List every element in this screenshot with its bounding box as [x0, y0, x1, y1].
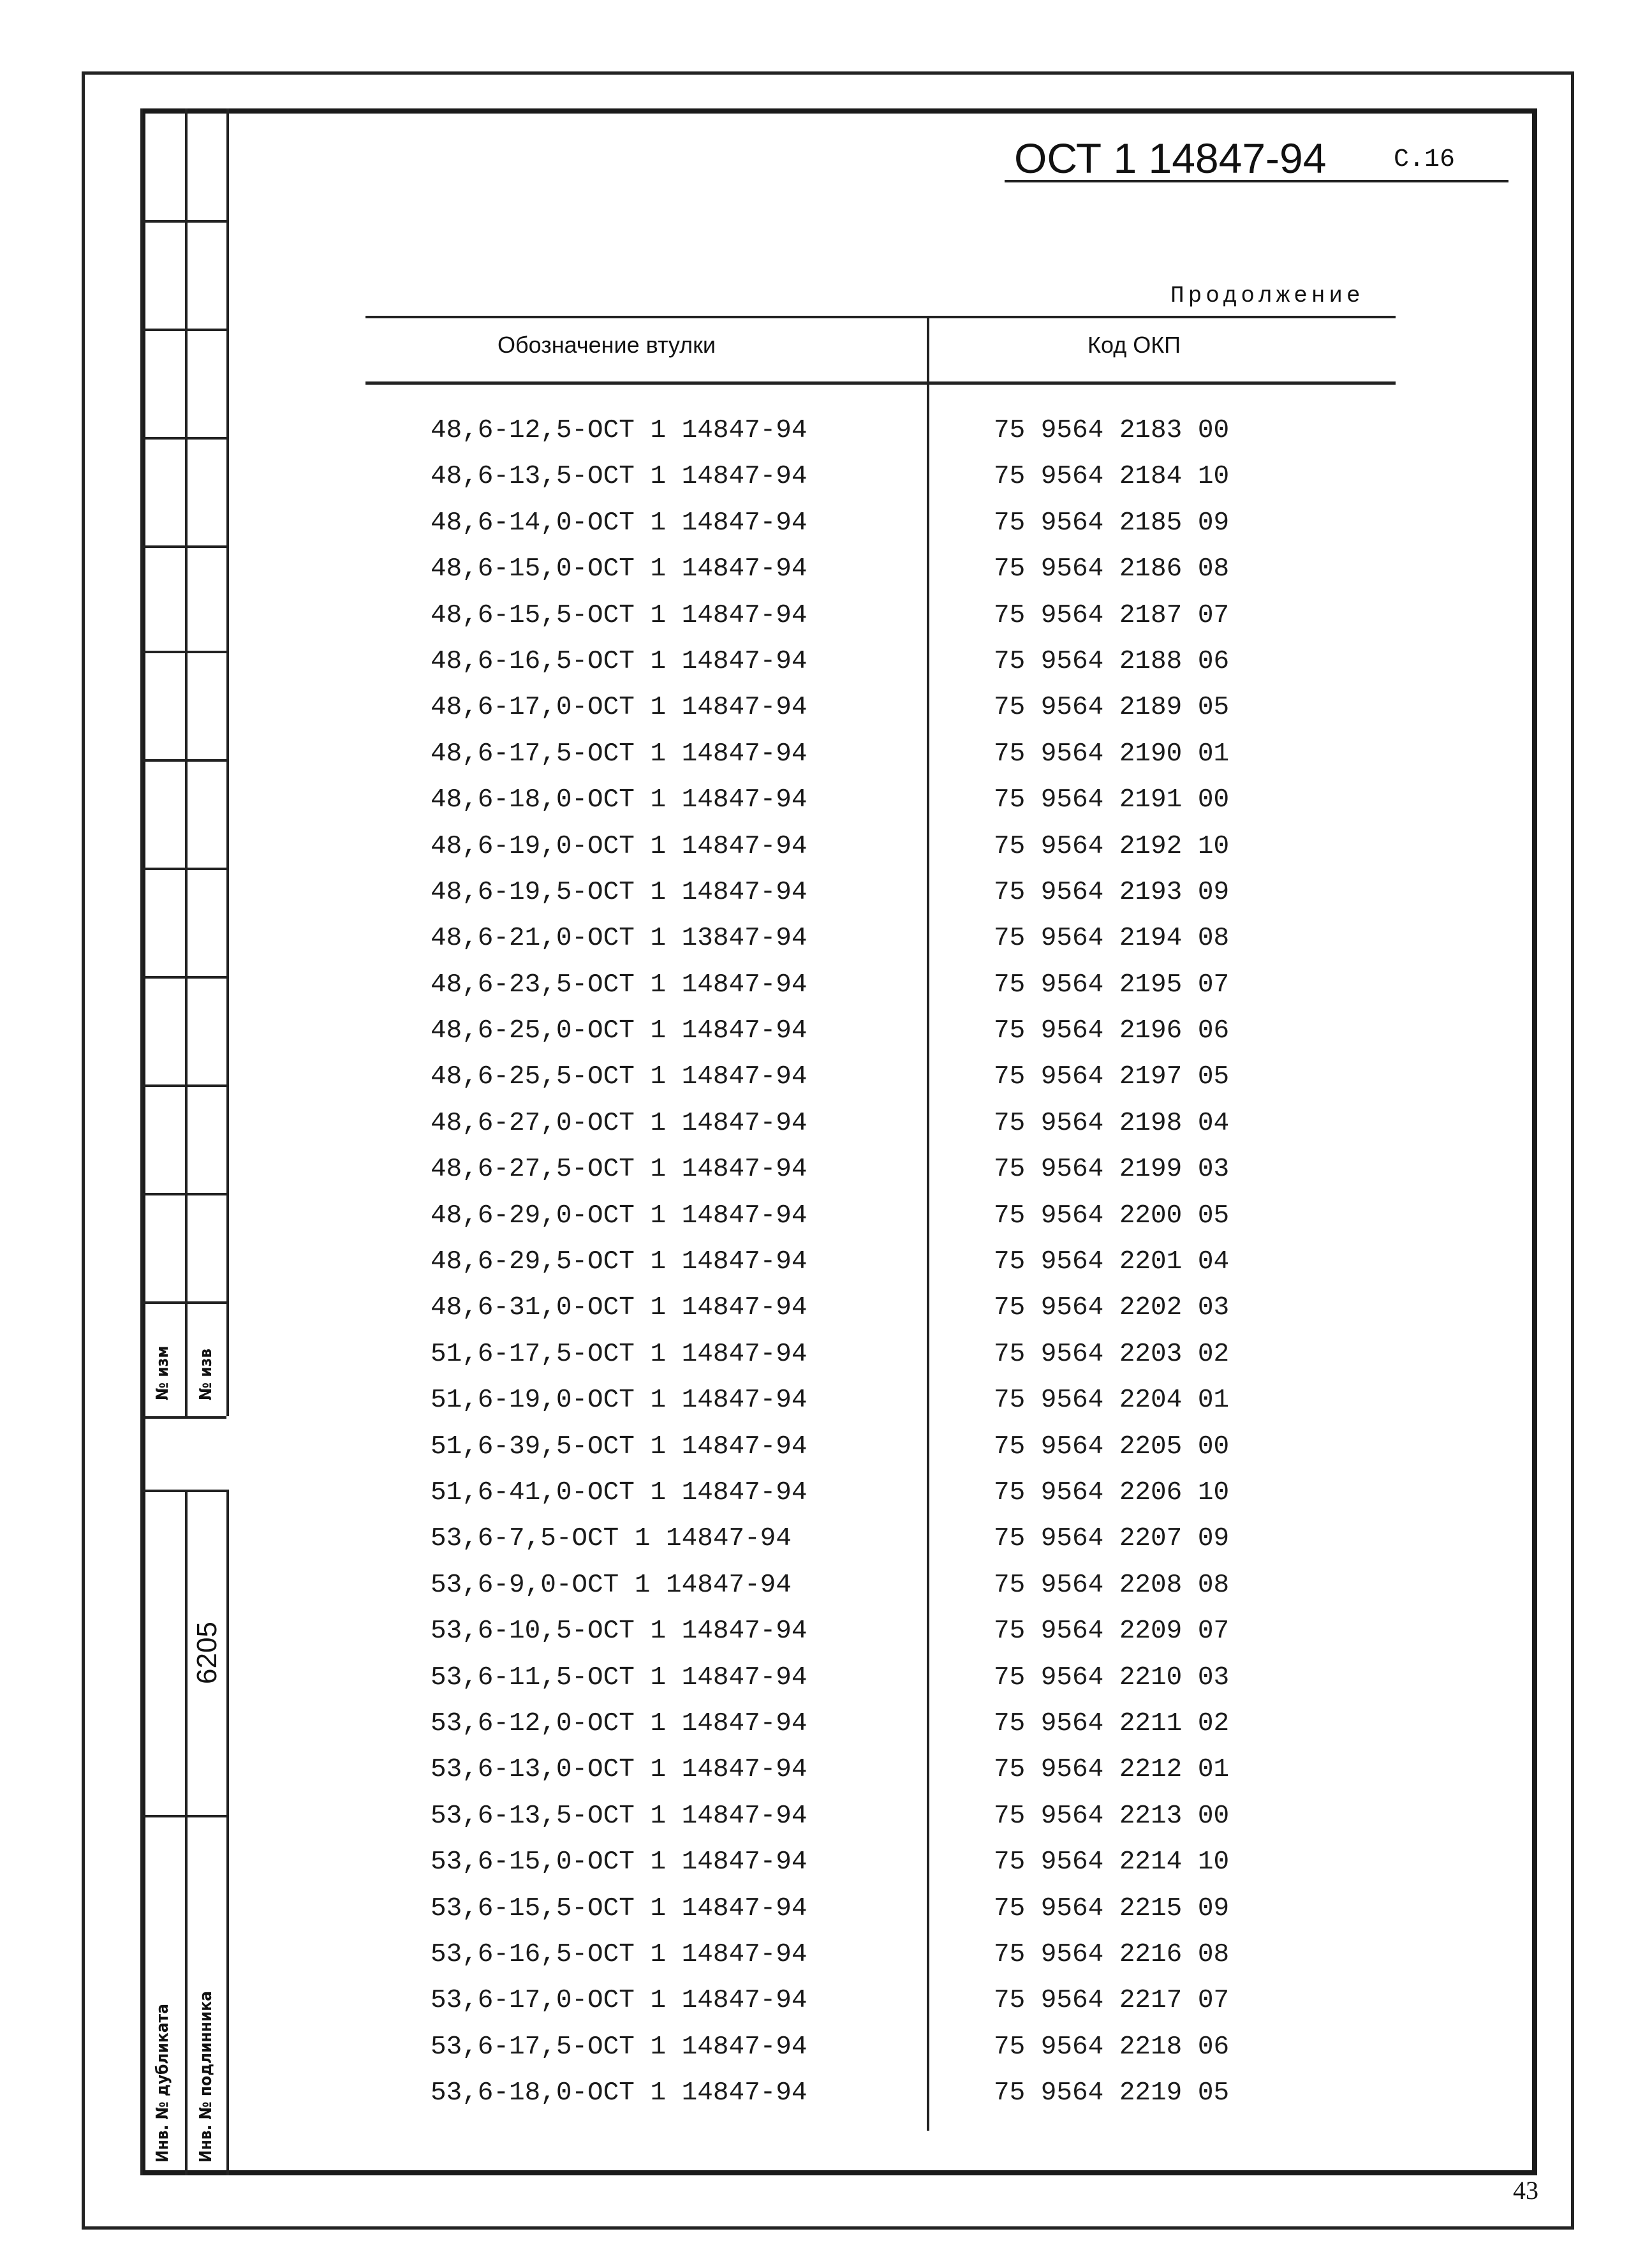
- bushing-designation: 48,6-29,0-ОСТ 1 14847-94: [431, 1201, 808, 1231]
- table-row: [0, 878, 1652, 924]
- bushing-designation: 53,6-17,5-ОСТ 1 14847-94: [431, 2032, 808, 2062]
- table-row: [0, 785, 1652, 831]
- okp-code: 75 9564 2190 01: [994, 739, 1230, 769]
- okp-code: 75 9564 2195 07: [994, 970, 1230, 1000]
- outer-frame-bottom: [82, 2226, 1574, 2230]
- okp-code: 75 9564 2201 04: [994, 1247, 1230, 1277]
- okp-code: 75 9564 2219 05: [994, 2078, 1230, 2108]
- table-row: [0, 1109, 1652, 1155]
- stamp-line: [140, 220, 226, 223]
- bushing-designation: 53,6-18,0-ОСТ 1 14847-94: [431, 2078, 808, 2108]
- table-row: [0, 1755, 1652, 1801]
- table-row: [0, 1663, 1652, 1709]
- table-row: [0, 1386, 1652, 1432]
- page-label: С.16: [1394, 145, 1456, 174]
- okp-code: 75 9564 2186 08: [994, 554, 1230, 584]
- sheet-number: 43: [1513, 2176, 1538, 2205]
- bushing-designation: 48,6-18,0-ОСТ 1 14847-94: [431, 785, 808, 815]
- table-row: [0, 1940, 1652, 1986]
- okp-code: 75 9564 2191 00: [994, 785, 1230, 815]
- bushing-designation: 48,6-13,5-ОСТ 1 14847-94: [431, 462, 808, 492]
- table-row: [0, 416, 1652, 462]
- okp-code: 75 9564 2215 09: [994, 1893, 1230, 1923]
- okp-code: 75 9564 2184 10: [994, 462, 1230, 492]
- table-row: [0, 1201, 1652, 1247]
- okp-code: 75 9564 2202 03: [994, 1293, 1230, 1323]
- table-row: [0, 1247, 1652, 1293]
- table-row: [0, 1293, 1652, 1339]
- column-header-okp-code: Код ОКП: [1088, 332, 1181, 358]
- okp-code: 75 9564 2200 05: [994, 1201, 1230, 1231]
- bushing-designation: 53,6-12,0-ОСТ 1 14847-94: [431, 1708, 808, 1738]
- okp-code: 75 9564 2187 07: [994, 600, 1230, 630]
- bushing-designation: 48,6-25,0-ОСТ 1 14847-94: [431, 1016, 808, 1046]
- bushing-designation: 51,6-17,5-ОСТ 1 14847-94: [431, 1339, 808, 1369]
- bushing-designation: 53,6-7,5-ОСТ 1 14847-94: [431, 1524, 792, 1554]
- bushing-designation: 48,6-19,5-ОСТ 1 14847-94: [431, 877, 808, 907]
- bushing-designation: 48,6-27,5-ОСТ 1 14847-94: [431, 1155, 808, 1185]
- table-row: [0, 1524, 1652, 1570]
- stamp-line: [140, 329, 226, 331]
- okp-code: 75 9564 2199 03: [994, 1155, 1230, 1185]
- okp-code: 75 9564 2197 05: [994, 1062, 1230, 1092]
- bushing-designation: 48,6-17,5-ОСТ 1 14847-94: [431, 739, 808, 769]
- bushing-designation: 51,6-39,5-ОСТ 1 14847-94: [431, 1432, 808, 1462]
- bushing-designation: 48,6-31,0-ОСТ 1 14847-94: [431, 1293, 808, 1323]
- okp-code: 75 9564 2189 05: [994, 693, 1230, 723]
- table-row: [0, 924, 1652, 970]
- bushing-designation: 48,6-15,0-ОСТ 1 14847-94: [431, 554, 808, 584]
- okp-code: 75 9564 2210 03: [994, 1662, 1230, 1692]
- table-row: [0, 462, 1652, 508]
- bushing-designation: 53,6-13,0-ОСТ 1 14847-94: [431, 1755, 808, 1785]
- okp-code: 75 9564 2194 08: [994, 924, 1230, 954]
- okp-code: 75 9564 2206 10: [994, 1477, 1230, 1507]
- bushing-designation: 53,6-11,5-ОСТ 1 14847-94: [431, 1662, 808, 1692]
- okp-code: 75 9564 2209 07: [994, 1617, 1230, 1647]
- bushing-designation: 53,6-16,5-ОСТ 1 14847-94: [431, 1939, 808, 1969]
- bushing-designation: 53,6-15,0-ОСТ 1 14847-94: [431, 1847, 808, 1877]
- continuation-label: Продолжение: [1170, 283, 1364, 309]
- change-number-label: № изм: [153, 1345, 172, 1400]
- table-row: [0, 1478, 1652, 1524]
- okp-code: 75 9564 2213 00: [994, 1801, 1230, 1831]
- okp-code: 75 9564 2216 08: [994, 1939, 1230, 1969]
- bushing-designation: 48,6-29,5-ОСТ 1 14847-94: [431, 1247, 808, 1277]
- okp-code: 75 9564 2193 09: [994, 877, 1230, 907]
- table-row: [0, 2032, 1652, 2078]
- bushing-designation: 53,6-13,5-ОСТ 1 14847-94: [431, 1801, 808, 1831]
- table-row: [0, 554, 1652, 600]
- bushing-designation: 48,6-12,5-ОСТ 1 14847-94: [431, 416, 808, 445]
- bushing-designation: 48,6-17,0-ОСТ 1 14847-94: [431, 693, 808, 723]
- okp-code: 75 9564 2218 06: [994, 2032, 1230, 2062]
- table-body: [0, 416, 1652, 2124]
- table-row: [0, 1894, 1652, 1940]
- okp-code: 75 9564 2212 01: [994, 1755, 1230, 1785]
- bushing-designation: 48,6-15,5-ОСТ 1 14847-94: [431, 600, 808, 630]
- okp-code: 75 9564 2217 07: [994, 1986, 1230, 2016]
- title-underline: [1005, 180, 1508, 182]
- bushing-designation: 51,6-41,0-ОСТ 1 14847-94: [431, 1477, 808, 1507]
- okp-code: 75 9564 2203 02: [994, 1339, 1230, 1369]
- table-row: [0, 1709, 1652, 1755]
- table-row: [0, 1617, 1652, 1662]
- table-row: [0, 1062, 1652, 1108]
- table-row: [0, 1016, 1652, 1062]
- bushing-designation: 48,6-19,0-ОСТ 1 14847-94: [431, 831, 808, 861]
- bushing-designation: 48,6-16,5-ОСТ 1 14847-94: [431, 646, 808, 676]
- table-row: [0, 970, 1652, 1016]
- table-row: [0, 693, 1652, 739]
- table-row: [0, 1155, 1652, 1201]
- okp-code: 75 9564 2192 10: [994, 831, 1230, 861]
- bushing-designation: 53,6-9,0-ОСТ 1 14847-94: [431, 1570, 792, 1600]
- bushing-designation: 51,6-19,0-ОСТ 1 14847-94: [431, 1386, 808, 1416]
- okp-code: 75 9564 2196 06: [994, 1016, 1230, 1046]
- table-row: [0, 647, 1652, 693]
- bushing-designation: 48,6-14,0-ОСТ 1 14847-94: [431, 508, 808, 538]
- original-inventory-label: Инв. № подлинника: [196, 1991, 216, 2163]
- okp-code: 75 9564 2211 02: [994, 1708, 1230, 1738]
- document-code: ОСТ 1 14847-94: [1014, 135, 1327, 182]
- table-row: [0, 832, 1652, 878]
- okp-code: 75 9564 2204 01: [994, 1386, 1230, 1416]
- table-row: [0, 2078, 1652, 2124]
- okp-code: 75 9564 2188 06: [994, 646, 1230, 676]
- bushing-designation: 53,6-17,0-ОСТ 1 14847-94: [431, 1986, 808, 2016]
- okp-code: 75 9564 2185 09: [994, 508, 1230, 538]
- duplicate-inventory-label: Инв. № дубликата: [153, 2004, 172, 2163]
- table-row: [0, 1986, 1652, 2032]
- table-row: [0, 508, 1652, 554]
- table-header-rule: [365, 381, 1396, 385]
- okp-code: 75 9564 2208 08: [994, 1570, 1230, 1600]
- notice-number-label: № изв: [196, 1348, 216, 1400]
- bushing-designation: 48,6-25,5-ОСТ 1 14847-94: [431, 1062, 808, 1092]
- table-row: [0, 1432, 1652, 1478]
- column-header-designation: Обозначение втулки: [498, 332, 716, 358]
- okp-code: 75 9564 2214 10: [994, 1847, 1230, 1877]
- original-inventory-value: 6205: [191, 1622, 223, 1684]
- table-row: [0, 1802, 1652, 1847]
- okp-code: 75 9564 2183 00: [994, 416, 1230, 445]
- okp-code: 75 9564 2198 04: [994, 1108, 1230, 1138]
- table-row: [0, 1847, 1652, 1893]
- okp-code: 75 9564 2205 00: [994, 1432, 1230, 1462]
- bushing-designation: 48,6-21,0-ОСТ 1 13847-94: [431, 924, 808, 954]
- table-top-rule: [365, 316, 1396, 318]
- bushing-designation: 53,6-10,5-ОСТ 1 14847-94: [431, 1617, 808, 1647]
- okp-code: 75 9564 2207 09: [994, 1524, 1230, 1554]
- bushing-designation: 48,6-23,5-ОСТ 1 14847-94: [431, 970, 808, 1000]
- table-row: [0, 1340, 1652, 1386]
- table-row: [0, 1571, 1652, 1617]
- table-row: [0, 601, 1652, 647]
- bushing-designation: 53,6-15,5-ОСТ 1 14847-94: [431, 1893, 808, 1923]
- table-row: [0, 739, 1652, 785]
- bushing-designation: 48,6-27,0-ОСТ 1 14847-94: [431, 1108, 808, 1138]
